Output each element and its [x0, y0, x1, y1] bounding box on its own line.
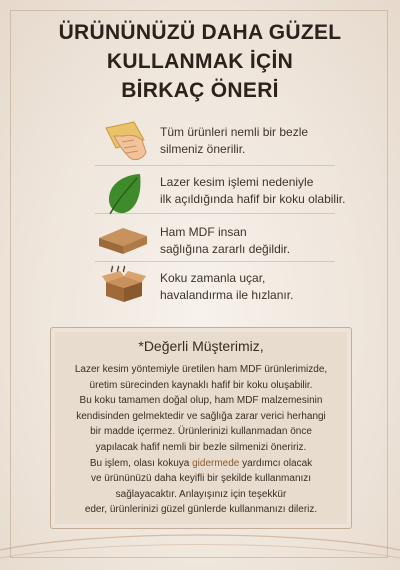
open-box-odor-icon	[100, 264, 148, 304]
tip-1-line-1: Tüm ürünleri nemli bir bezle	[160, 125, 309, 139]
tip-3-line-1: Ham MDF insan	[160, 225, 247, 239]
tip-4-line-1: Koku zamanla uçar,	[160, 271, 266, 285]
notice-line: Lazer kesim yöntemiyle üretilen ham MDF ürünlerimizde,	[74, 364, 328, 375]
notice-heading: *Değerli Müşterimiz,	[138, 338, 264, 354]
notice-line: kendisinden gelmektedir ve sağlığa zarar verici herhangi	[76, 410, 326, 422]
notice-line: eder, ürünlerinizi güzel günlerde kullanmanızı dileriz.	[84, 504, 318, 516]
title-line-3: BİRKAÇ ÖNERİ	[121, 79, 279, 102]
tip-4-line-2: havalandırma ile hızlanır.	[160, 288, 294, 302]
tip-2-line-2: ilk açıldığında hafif bir koku olabilir.	[160, 192, 346, 206]
title-line-1: ÜRÜNÜNÜZÜ DAHA GÜZEL	[58, 21, 342, 44]
notice-line: bir madde içermez. Ürünlerinizi kullanmadan önce	[90, 426, 312, 438]
tip-2-line-1: Lazer kesim işlemi nedeniyle	[160, 175, 314, 189]
notice-line	[51, 456, 351, 472]
notice-line: yapılacak hafif nemli bir bezle silmenizi öneririz.	[95, 441, 307, 453]
mdf-board-icon	[97, 222, 149, 258]
tip-1-line-2: silmeniz önerilir.	[160, 142, 246, 156]
tip-3-line-2: sağlığına zararlı değildir.	[160, 242, 291, 256]
title-line-2: KULLANMAK İÇİN	[106, 50, 294, 73]
tip-2	[160, 174, 400, 208]
tip-3	[160, 224, 400, 258]
notice-line: sağlayacaktır. Anlayışınız için teşekkür	[115, 488, 287, 500]
customer-notice-panel	[50, 327, 352, 529]
divider	[95, 165, 335, 166]
tip-1	[160, 124, 400, 158]
notice-line: üretim sürecinden kaynaklı hafif bir koku oluşabilir.	[89, 379, 313, 391]
divider	[95, 261, 335, 262]
notice-line: Bu koku tamamen doğal olup, ham MDF malzemesinin	[79, 395, 323, 407]
tip-4	[160, 270, 400, 304]
leaf-icon	[104, 171, 144, 217]
notice-text: yardımcı olacak	[239, 457, 313, 469]
notice-highlight: gidermede	[192, 457, 240, 469]
page-title	[0, 18, 400, 105]
decorative-wave	[0, 520, 400, 570]
divider	[95, 213, 335, 214]
notice-line: ve ürününüzü daha keyifli bir şekilde kullanmanızı	[90, 473, 312, 485]
cleaning-cloth-hand-icon	[100, 118, 150, 164]
notice-text: Bu işlem, olası kokuya	[89, 457, 193, 469]
notice-body	[51, 362, 351, 518]
